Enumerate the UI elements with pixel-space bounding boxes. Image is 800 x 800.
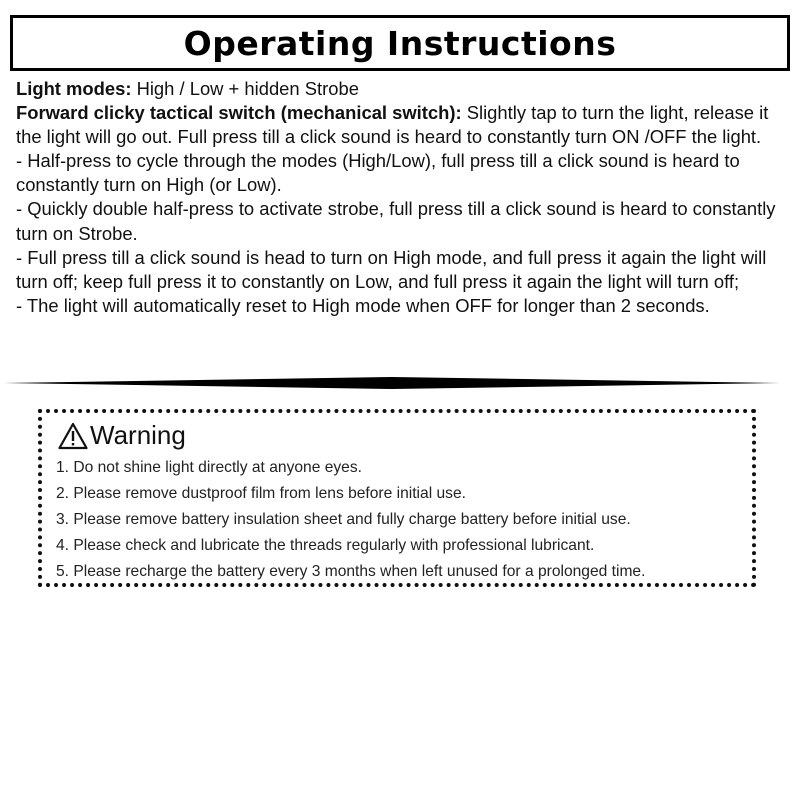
warning-item: 1. Do not shine light directly at anyone eyes.: [56, 459, 362, 476]
instructions-section: [16, 77, 791, 318]
light-modes-label: Light modes:: [16, 78, 132, 99]
warning-item: 4. Please check and lubricate the threads regularly with professional lubricant.: [56, 537, 595, 554]
instruction-bullet: - The light will automatically reset to High mode when OFF for longer than 2 seconds.: [16, 294, 710, 316]
warning-item: 3. Please remove battery insulation sheet and fully charge battery before initial use.: [56, 511, 631, 528]
switch-paragraph: [16, 101, 791, 149]
warning-item: 5. Please recharge the battery every 3 months when left unused for a prolonged time.: [56, 563, 646, 580]
switch-text: Slightly tap to turn the light, release it the light will go out. Full press till a click sound is heard to constantly turn ON /OFF the light.: [16, 102, 769, 148]
page-title: Operating Instructions: [183, 23, 617, 63]
light-modes-line: [16, 77, 791, 101]
title-box: [10, 15, 790, 71]
switch-label: Forward clicky tactical switch (mechanical switch):: [16, 102, 462, 124]
instruction-bullet: - Quickly double half-press to activate strobe, full press till a click sound is heard to constantly turn on Strobe.: [16, 198, 776, 244]
instruction-bullet: - Half-press to cycle through the modes (High/Low), full press till a click sound is heard to constantly turn on High (or Low).: [16, 150, 740, 196]
warning-triangle-icon: [58, 422, 88, 450]
warning-header: [58, 420, 186, 451]
instruction-bullet: - Full press till a click sound is head to turn on High mode, and full press it again the light will turn off; keep full press it to constantly on Low, and full press it again the light will turn off;: [16, 246, 767, 292]
section-divider: [4, 377, 780, 389]
warning-item: 2. Please remove dustproof film from lens before initial use.: [56, 485, 466, 502]
light-modes-text: High / Low + hidden Strobe: [131, 78, 359, 99]
warning-title: Warning: [90, 420, 186, 450]
warning-list: [56, 455, 756, 585]
